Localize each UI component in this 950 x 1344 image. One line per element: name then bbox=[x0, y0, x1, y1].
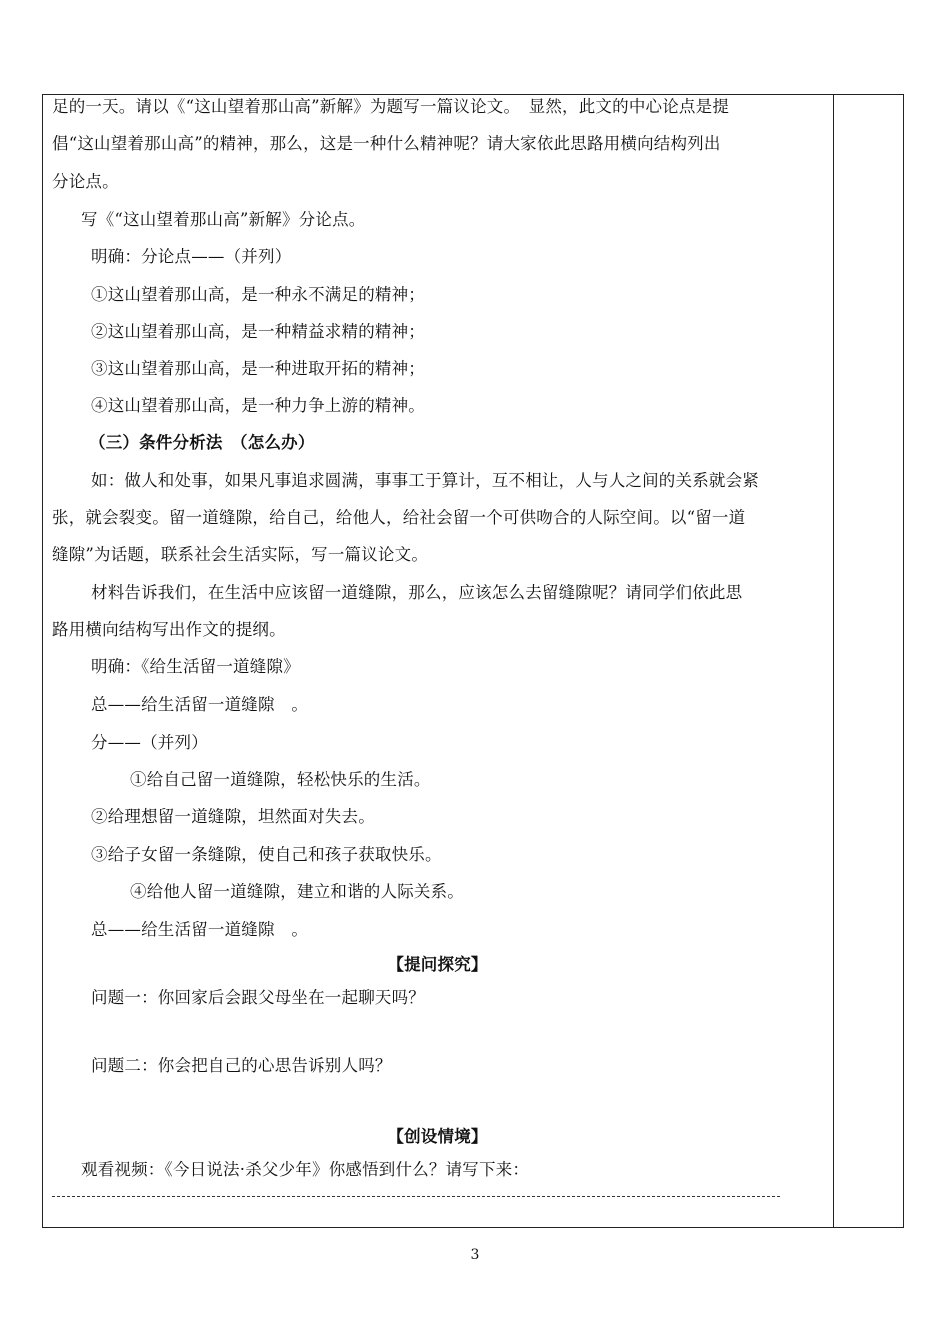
section-heading: 【提问探究】 bbox=[387, 955, 488, 974]
text-line: 材料告诉我们，在生活中应该留一道缝隙，那么，应该怎么去留缝隙呢？请同学们依此思 bbox=[91, 583, 743, 602]
text-line: 足的一天。请以《“这山望着那山高”新解》为题写一篇议论文。 显然，此文的中心论点是提 bbox=[52, 97, 730, 116]
text-line: ④给他人留一道缝隙，建立和谐的人际关系。 bbox=[130, 882, 464, 901]
section-heading: （三）条件分析法 （怎么办） bbox=[89, 433, 315, 452]
text-line: 问题一：你回家后会跟父母坐在一起聊天吗？ bbox=[91, 988, 425, 1007]
text-line: ②这山望着那山高，是一种精益求精的精神； bbox=[91, 322, 425, 341]
text-line: 倡“这山望着那山高”的精神，那么，这是一种什么精神呢？请大家依此思路用横向结构列出 bbox=[52, 134, 721, 153]
text-line: ②给理想留一道缝隙，坦然面对失去。 bbox=[91, 807, 375, 826]
text-line: 问题二：你会把自己的心思告诉别人吗？ bbox=[91, 1056, 392, 1075]
text-line: ③这山望着那山高，是一种进取开拓的精神； bbox=[91, 359, 425, 378]
text-line: 总——给生活留一道缝隙 。 bbox=[91, 695, 309, 714]
text-line: 写《“这山望着那山高”新解》分论点。 bbox=[81, 210, 366, 229]
page-number: 3 bbox=[470, 1247, 480, 1263]
text-line: 观看视频：《今日说法·杀父少年》你感悟到什么？请写下来： bbox=[81, 1160, 530, 1179]
section-heading: 【创设情境】 bbox=[387, 1127, 488, 1146]
text-line: ③给子女留一条缝隙，使自己和孩子获取快乐。 bbox=[91, 845, 442, 864]
text-line: ①给自己留一道缝隙，轻松快乐的生活。 bbox=[130, 770, 431, 789]
text-line: 如：做人和处事，如果凡事追求圆满，事事工于算计，互不相让，人与人之间的关系就会紧 bbox=[91, 471, 759, 490]
text-line: 明确：分论点——（并列） bbox=[91, 247, 292, 266]
text-line: 总——给生活留一道缝隙 。 bbox=[91, 920, 309, 939]
column-divider bbox=[833, 94, 834, 1228]
text-line: 分——（并列） bbox=[91, 733, 208, 752]
text-line: ①这山望着那山高，是一种永不满足的精神； bbox=[91, 285, 425, 304]
text-line: 分论点。 bbox=[52, 172, 119, 191]
text-line: 张，就会裂变。留一道缝隙，给自己，给他人，给社会留一个可供吻合的人际空间。以“留一道 bbox=[52, 508, 746, 527]
text-line: ④这山望着那山高，是一种力争上游的精神。 bbox=[91, 396, 425, 415]
text-line: 明确：《给生活留一道缝隙》 bbox=[91, 657, 300, 676]
answer-blank-line bbox=[52, 1196, 780, 1197]
text-line: 缝隙”为话题，联系社会生活实际，写一篇议论文。 bbox=[52, 545, 429, 564]
text-line: 路用横向结构写出作文的提纲。 bbox=[52, 620, 286, 639]
